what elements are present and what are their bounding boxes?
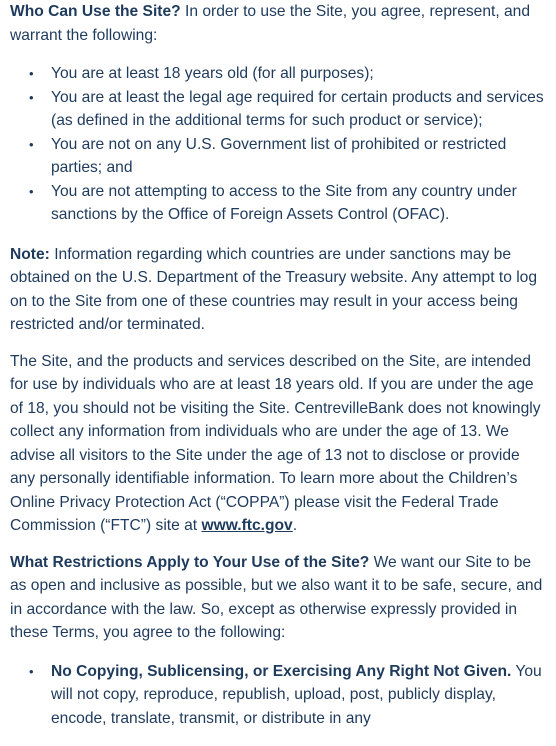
- restriction-title: No Copying, Sublicensing, or Exercising Any Right Not Given.: [51, 662, 512, 680]
- who-can-use-heading: Who Can Use the Site?: [10, 3, 181, 20]
- who-can-use-paragraph: [10, 0, 546, 47]
- restrictions-list: [10, 660, 546, 731]
- age-text-end: .: [292, 517, 298, 534]
- ftc-link[interactable]: www.ftc.gov: [201, 517, 293, 534]
- restrictions-intro: We want our Site to be as open and inclusive as possible, but we also want it to be safe, secure, and in accordance with the law. So, except as otherwise expressly provided in these Terms, you agree to the following:: [10, 553, 543, 641]
- list-item: [51, 660, 546, 731]
- note-label: Note:: [10, 245, 50, 263]
- list-item: • You are at least 18 years old (for all purposes);: [51, 62, 546, 86]
- restriction-text: You will not copy, reproduce, republish, upload, post, publicly display, encode, translate, transmit, or distribute in any: [51, 662, 542, 727]
- eligibility-list: [10, 62, 546, 227]
- restrictions-heading: What Restrictions Apply to Your Use of the Site?: [10, 553, 370, 571]
- age-text: The Site, and the products and services described on the Site, are intended for use by individuals who are at least 18 years old. If you are under the age of 18, you should not be visiting the Site. CentrevilleBank does not knowingly collect any information from individuals who are under the age of 13. We advise all visitors to the Site under the age of 13 not to disclose or provide any personally identifiable information. To learn more about the Children’s Online Privacy Protection Act (“COPPA”) please visit the Federal Trade Commission (“FTC”) site at: [10, 352, 541, 534]
- list-item: • You are not on any U.S. Government list of prohibited or restricted parties; and: [51, 133, 546, 180]
- note-text: Information regarding which countries are under sanctions may be obtained on the U.S. Department of the Treasury website. Any attempt to log on to the Site from one of these countries may result in your access being restricted and/or terminated.: [10, 245, 538, 333]
- note-paragraph: [10, 243, 546, 337]
- restrictions-paragraph: [10, 551, 546, 645]
- list-item: • You are at least the legal age required for certain products and services (as defined in the additional terms for such product or service);: [51, 86, 546, 133]
- age-paragraph: [10, 350, 546, 538]
- list-item: • You are not attempting to access to the Site from any country under sanctions by the Office of Foreign Assets Control (OFAC).: [51, 180, 546, 227]
- who-can-use-intro: In order to use the Site, you agree, represent, and warrant the following:: [10, 3, 531, 44]
